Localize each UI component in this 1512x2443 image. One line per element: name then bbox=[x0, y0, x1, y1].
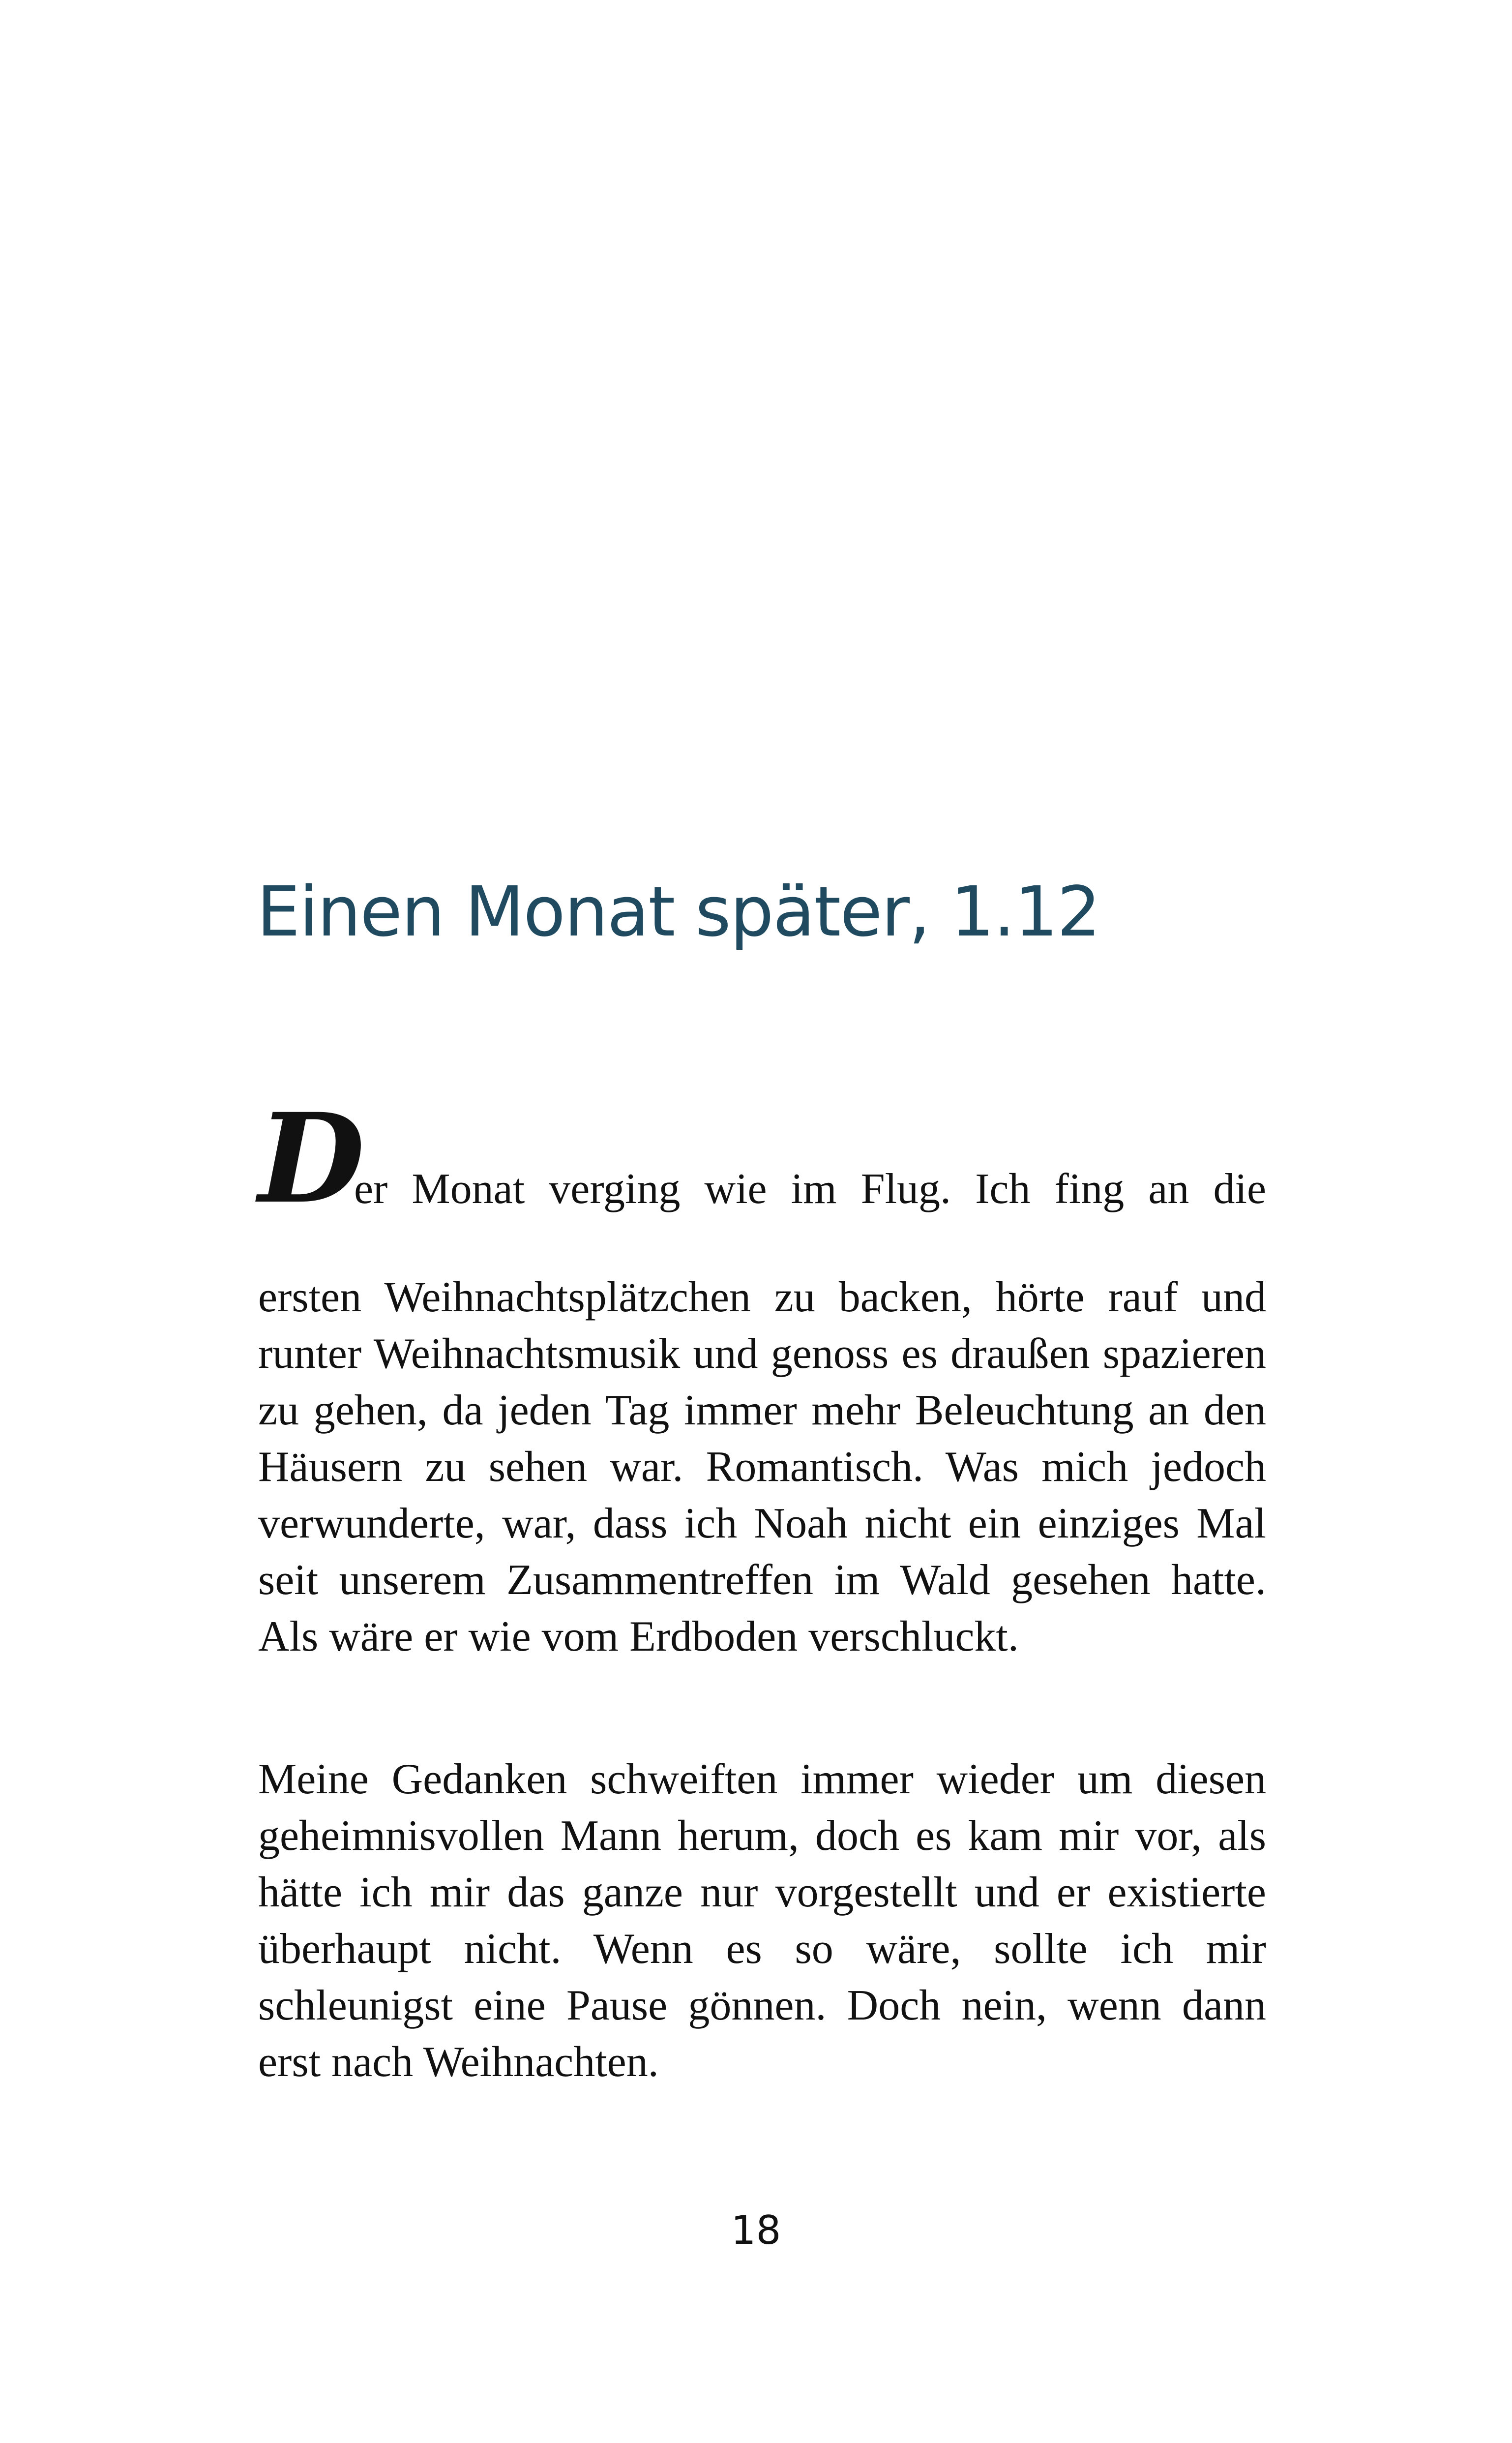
opening-line bbox=[258, 1086, 1266, 1231]
drop-cap: D bbox=[258, 1086, 365, 1231]
paragraph-1: ersten Weihnachtsplätzchen zu backen, hörte rauf und runter Weihnachtsmusik und genoss es draußen spazieren zu gehen, da jeden Tag immer mehr Beleuchtung an den Häusern zu sehen war. Romantisch. Was mich jedoch verwunderte, war, dass ich Noah nicht ein einziges Mal seit unserem Zusammentreffen im Wald gesehen hatte. Als wäre er wie vom Erdboden verschluckt. bbox=[258, 1273, 1266, 1660]
page-number: 18 bbox=[731, 2207, 781, 2253]
chapter-title: Einen Monat später, 1.12 bbox=[257, 872, 1100, 952]
paragraph-2: Meine Gedanken schweiften immer wieder um diesen geheimnisvollen Mann herum, doch es kam mir vor, als hätte ich mir das ganze nur vorgestellt und er existierte überhaupt nicht. Wenn es so wäre, sollte ich mir schleunigst eine Pause gönnen. Doch nein, wenn dann erst nach Weihnachten. bbox=[258, 1755, 1266, 2086]
opening-line-text: er Monat verging wie im Flug. Ich fing an die bbox=[354, 1165, 1266, 1213]
